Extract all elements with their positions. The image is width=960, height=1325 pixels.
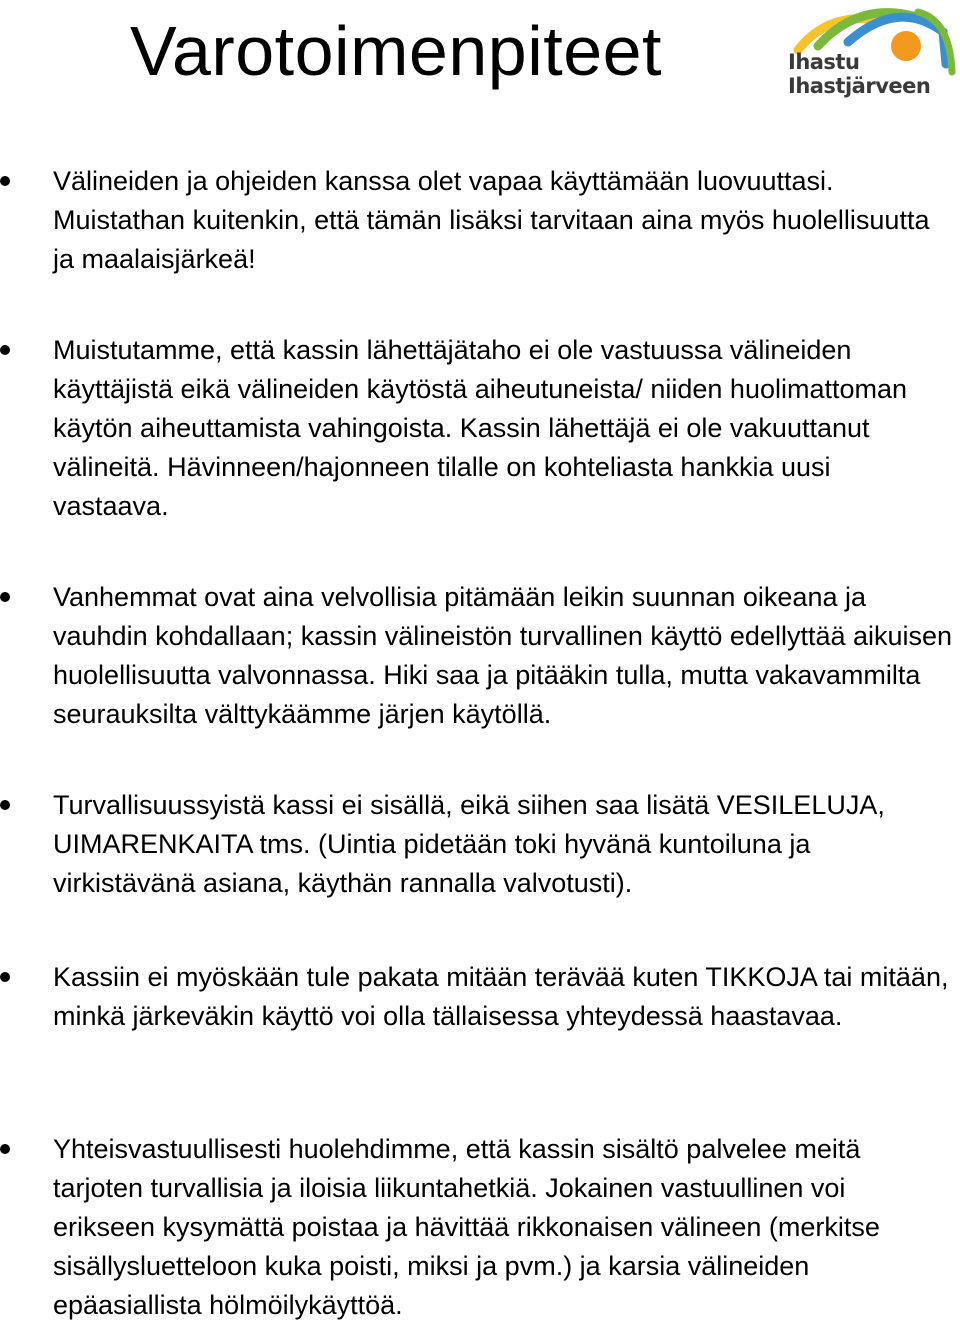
list-item-text: Yhteisvastuullisesti huolehdimme, että kassin sisältö palvelee meitä tarjoten turvallisia ja iloisia liikuntahetkiä. Jokainen vastuullinen voi erikseen kysymättä poistaa ja hävittää rikkonaisen välineen (merkitse sisällysluetteloon kuka poisti, miksi ja pvm.) ja karsia välineiden epäasiallista hölmöilykäyttöä. <box>53 1134 880 1320</box>
logo-line1: Ihastu <box>788 50 860 74</box>
logo-line2: Ihastjärveen <box>788 74 931 98</box>
logo-sun <box>891 31 921 61</box>
list-item-text: Välineiden ja ohjeiden kanssa olet vapaa käyttämään luovuuttasi. Muistathan kuitenkin, että tämän lisäksi tarvitaan aina myös huolellisuutta ja maalaisjärkeä! <box>53 166 930 274</box>
ihastu-logo <box>778 2 956 112</box>
list-item-text: Vanhemmat ovat aina velvollisia pitämään leikin suunnan oikeana ja vauhdin kohdallaan; kassin välineistön turvallinen käyttö edellyttää aikuisen huolellisuutta valvonnassa. Hiki saa ja pitääkin tulla, mutta vakavammilta seurauksilta välttykäämme järjen käytöllä. <box>53 582 953 729</box>
list-item-text: Muistutamme, että kassin lähettäjätaho ei ole vastuussa välineiden käyttäjistä eikä välineiden käytöstä aiheutuneista/ niiden huolimattoman käytön aiheuttamista vahingoista. Kassin lähettäjä ei ole vakuuttanut välineitä. Hävinneen/hajonneen tilalle on kohteliasta hankkia uusi vastaava. <box>53 335 908 521</box>
page-title: Varotoimenpiteet <box>130 12 663 90</box>
list-item-text: Turvallisuussyistä kassi ei sisällä, eikä siihen saa lisätä VESILELUJA, UIMARENKAITA tms. (Uintia pidetään toki hyvänä kuntoiluna ja virkistävänä asiana, käythän rannalla valvotusti). <box>53 790 885 898</box>
list-item-text: Kassiin ei myöskään tule pakata mitään terävää kuten TIKKOJA tai mitään, minkä järkeväkin käyttö voi olla tällaisessa yhteydessä haastavaa. <box>53 962 949 1031</box>
bullet-icon <box>0 972 10 982</box>
bullet-icon <box>0 345 10 355</box>
bullet-icon <box>0 592 10 602</box>
bullet-icon <box>0 176 10 186</box>
bullet-icon <box>0 800 10 810</box>
bullet-icon <box>0 1144 10 1154</box>
